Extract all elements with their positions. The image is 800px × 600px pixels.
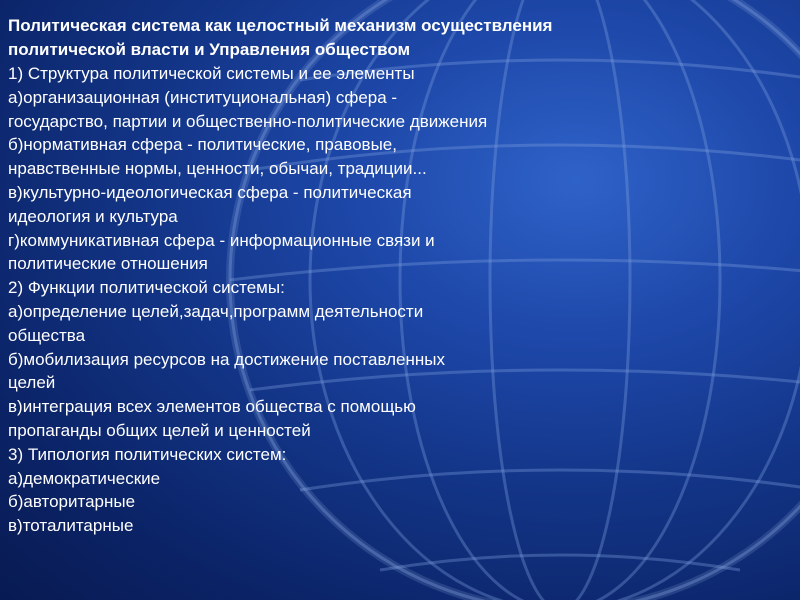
text-line: б)нормативная сфера - политические, правовые,	[8, 135, 397, 155]
text-line: 2) Функции политической системы:	[8, 278, 285, 298]
text-line: идеология и культура	[8, 206, 178, 226]
text-line: целей	[8, 373, 56, 393]
text-line: г)коммуникативная сфера - информационные связи и	[8, 230, 435, 250]
text-line: нравственные нормы, ценности, обычаи, традиции...	[8, 159, 427, 179]
slide-title: Политическая система как целостный механизм осуществления политической власти и Управления обществом	[8, 16, 553, 59]
text-line: в)культурно-идеологическая сфера - политическая	[8, 182, 412, 202]
text-line: государство, партии и общественно-политические движения	[8, 111, 488, 131]
text-line: а)демократические	[8, 468, 161, 488]
slide-text	[8, 14, 788, 538]
text-line: а)определение целей,задач,программ деятельности	[8, 301, 424, 321]
text-line: 3) Типология политических систем:	[8, 444, 287, 464]
text-line: а)организационная (институциональная) сфера -	[8, 87, 398, 107]
text-line: б)авторитарные	[8, 492, 136, 512]
text-line: 1) Структура политической системы и ее элементы	[8, 64, 415, 83]
text-line: общества	[8, 325, 86, 345]
text-line: б)мобилизация ресурсов на достижение поставленных	[8, 349, 446, 369]
text-line: политические отношения	[8, 254, 208, 274]
text-line: в)тоталитарные	[8, 516, 134, 536]
text-line: в)интеграция всех элементов общества с помощью	[8, 397, 416, 417]
text-line: пропаганды общих целей и ценностей	[8, 420, 311, 440]
